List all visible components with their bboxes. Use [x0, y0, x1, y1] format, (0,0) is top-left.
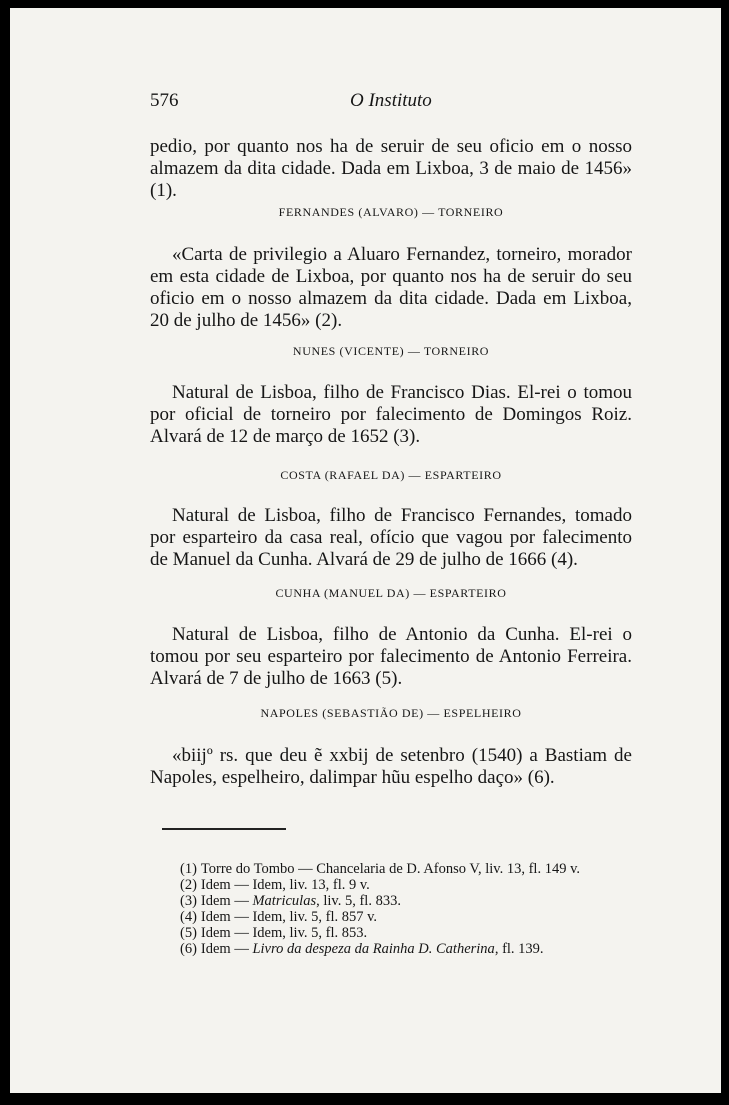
- footnote-ref: (6): [180, 941, 197, 957]
- entry-heading-cunha: CUNHA (MANUEL DA) — ESPARTEIRO: [275, 586, 507, 600]
- footnote: [180, 861, 630, 877]
- page-number: 576: [150, 90, 179, 111]
- continued-paragraph: [150, 136, 632, 202]
- entry-costa: [150, 505, 632, 571]
- footnote: [180, 909, 630, 925]
- footnote-text-pre: Idem —: [200, 941, 253, 957]
- footnote-text-pre: Idem —: [200, 893, 253, 909]
- entry-nunes: [150, 382, 632, 448]
- paragraph-text: Natural de Lisboa, filho de Antonio da Cunha. El-rei o tomou por seu esparteiro por falecimento de Antonio Ferreira. Alvará de 7 de julho de 1663 (5).: [150, 624, 632, 689]
- paragraph-text: pedio, por quanto nos ha de seruir de seu oficio em o nosso almazem da dita cidade. Dada em Lixboa, 3 de maio de 1456» (1).: [150, 136, 632, 201]
- footnote: [180, 925, 630, 941]
- entry-heading-napoles: NAPOLES (SEBASTIÃO DE) — ESPELHEIRO: [260, 706, 522, 720]
- entry-heading-fernandes: FERNANDES (ALVARO) — TORNEIRO: [278, 205, 504, 219]
- entry-napoles: [150, 745, 632, 789]
- footnote-text-post: , liv. 5, fl. 833.: [316, 893, 401, 909]
- footnote-source-title: Livro da despeza da Rainha D. Catherina: [252, 941, 495, 957]
- footnote-text: Torre do Tombo — Chancelaria de D. Afonso V, liv. 13, fl. 149 v.: [200, 861, 581, 877]
- paragraph-text: Natural de Lisboa, filho de Francisco Dias. El-rei o tomou por oficial de torneiro por falecimento de Domingos Roiz. Alvará de 12 de março de 1652 (3).: [150, 382, 632, 447]
- footnote-source-title: Matriculas: [252, 893, 317, 909]
- footnotes: [180, 861, 630, 957]
- footnote-ref: (1): [180, 861, 197, 877]
- footnote-ref: (5): [180, 925, 197, 941]
- paragraph-text: «biijº rs. que deu ẽ xxbij de setenbro (1540) a Bastiam de Napoles, espelheiro, dalimpar hũu espelho daço» (6).: [150, 745, 632, 788]
- entry-heading-nunes: NUNES (VICENTE) — TORNEIRO: [292, 344, 490, 358]
- entry-fernandes: [150, 244, 632, 332]
- footnote-rule: [162, 828, 286, 830]
- paragraph-text: «Carta de privilegio a Aluaro Fernandez, torneiro, morador em esta cidade de Lixboa, por quanto nos ha de seruir do seu oficio em o nosso almazem da dita cidade. Dada em Lixboa, 20 de julho de 1456» (2).: [150, 244, 632, 331]
- footnote: [180, 877, 630, 893]
- footnote-text-post: , fl. 139.: [494, 941, 544, 957]
- book-page: [10, 8, 721, 1093]
- footnote: [180, 893, 630, 909]
- footnote-ref: (2): [180, 877, 197, 893]
- entry-heading-costa: COSTA (RAFAEL DA) — ESPARTEIRO: [280, 468, 502, 482]
- footnote-text: Idem — Idem, liv. 13, fl. 9 v.: [200, 877, 370, 893]
- footnote-text: Idem — Idem, liv. 5, fl. 853.: [200, 925, 368, 941]
- footnote-ref: (3): [180, 893, 197, 909]
- footnote-ref: (4): [180, 909, 197, 925]
- running-title: O Instituto: [350, 90, 432, 111]
- paragraph-text: Natural de Lisboa, filho de Francisco Fernandes, tomado por esparteiro da casa real, ofício que vagou por falecimento de Manuel da Cunha. Alvará de 29 de julho de 1666 (4).: [150, 505, 632, 570]
- entry-cunha: [150, 624, 632, 690]
- footnote-text: Idem — Idem, liv. 5, fl. 857 v.: [200, 909, 378, 925]
- footnote: [180, 941, 630, 957]
